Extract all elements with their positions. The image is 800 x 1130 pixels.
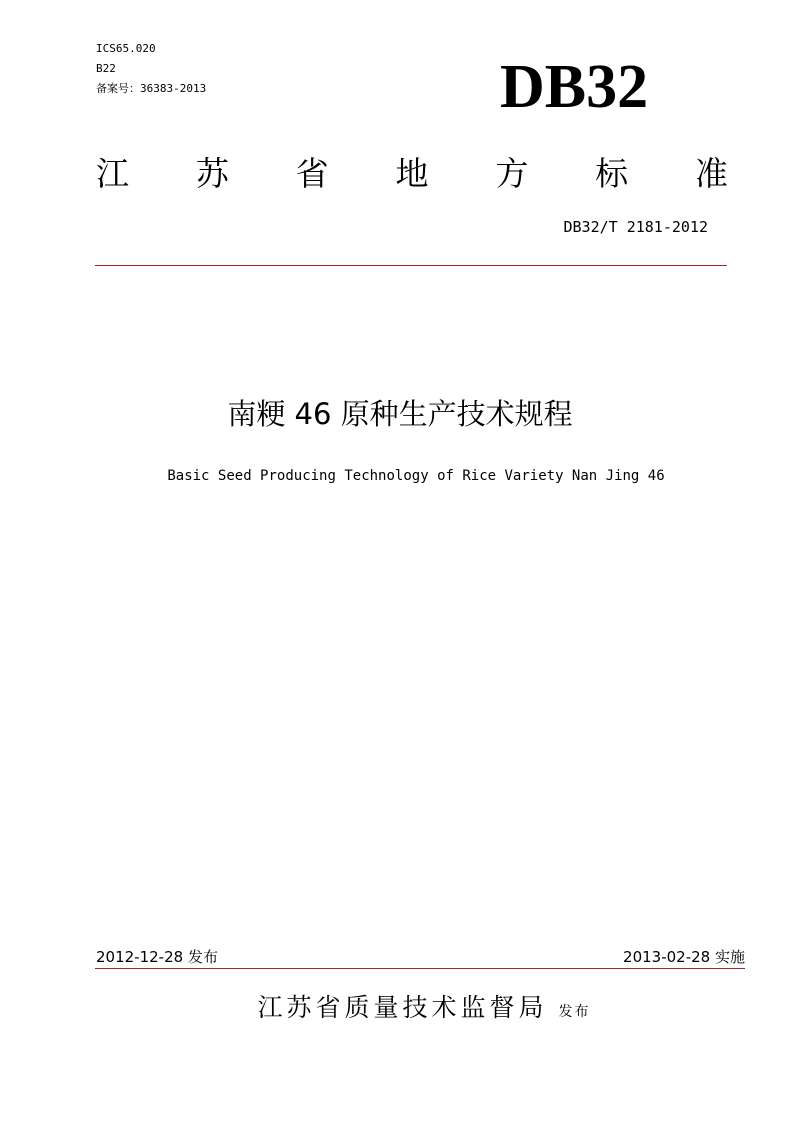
ics-code: ICS65.020 <box>96 42 156 55</box>
document-title: 南粳 46 原种生产技术规程 <box>227 397 573 431</box>
standard-type-char: 标 <box>595 153 629 193</box>
standard-type-char: 方 <box>495 153 529 193</box>
standard-code-logo: DB32 <box>500 53 649 121</box>
classification-code: B22 <box>96 62 116 75</box>
implement-date: 2013-02-28 实施 <box>623 948 745 966</box>
standard-number: DB32/T 2181-2012 <box>563 218 708 236</box>
english-title: Basic Seed Producing Technology of Rice Variety Nan Jing 46 <box>167 468 665 484</box>
issuer-line <box>0 988 800 1024</box>
record-number: 备案号：36383-2013 <box>96 82 207 95</box>
issuer-organization: 江苏省质量技术监督局 <box>257 993 548 1022</box>
standard-type-char: 准 <box>694 153 728 193</box>
footer-divider <box>95 968 745 969</box>
standard-type-heading <box>96 146 728 196</box>
publish-date: 2012-12-28 发布 <box>96 948 218 966</box>
standard-type-char: 地 <box>395 153 429 193</box>
standard-type-char: 江 <box>96 153 129 193</box>
standard-type-char: 省 <box>295 153 329 193</box>
issuer-action: 发布 <box>558 1004 591 1020</box>
standard-type-char: 苏 <box>195 153 229 193</box>
header-divider <box>95 265 727 266</box>
